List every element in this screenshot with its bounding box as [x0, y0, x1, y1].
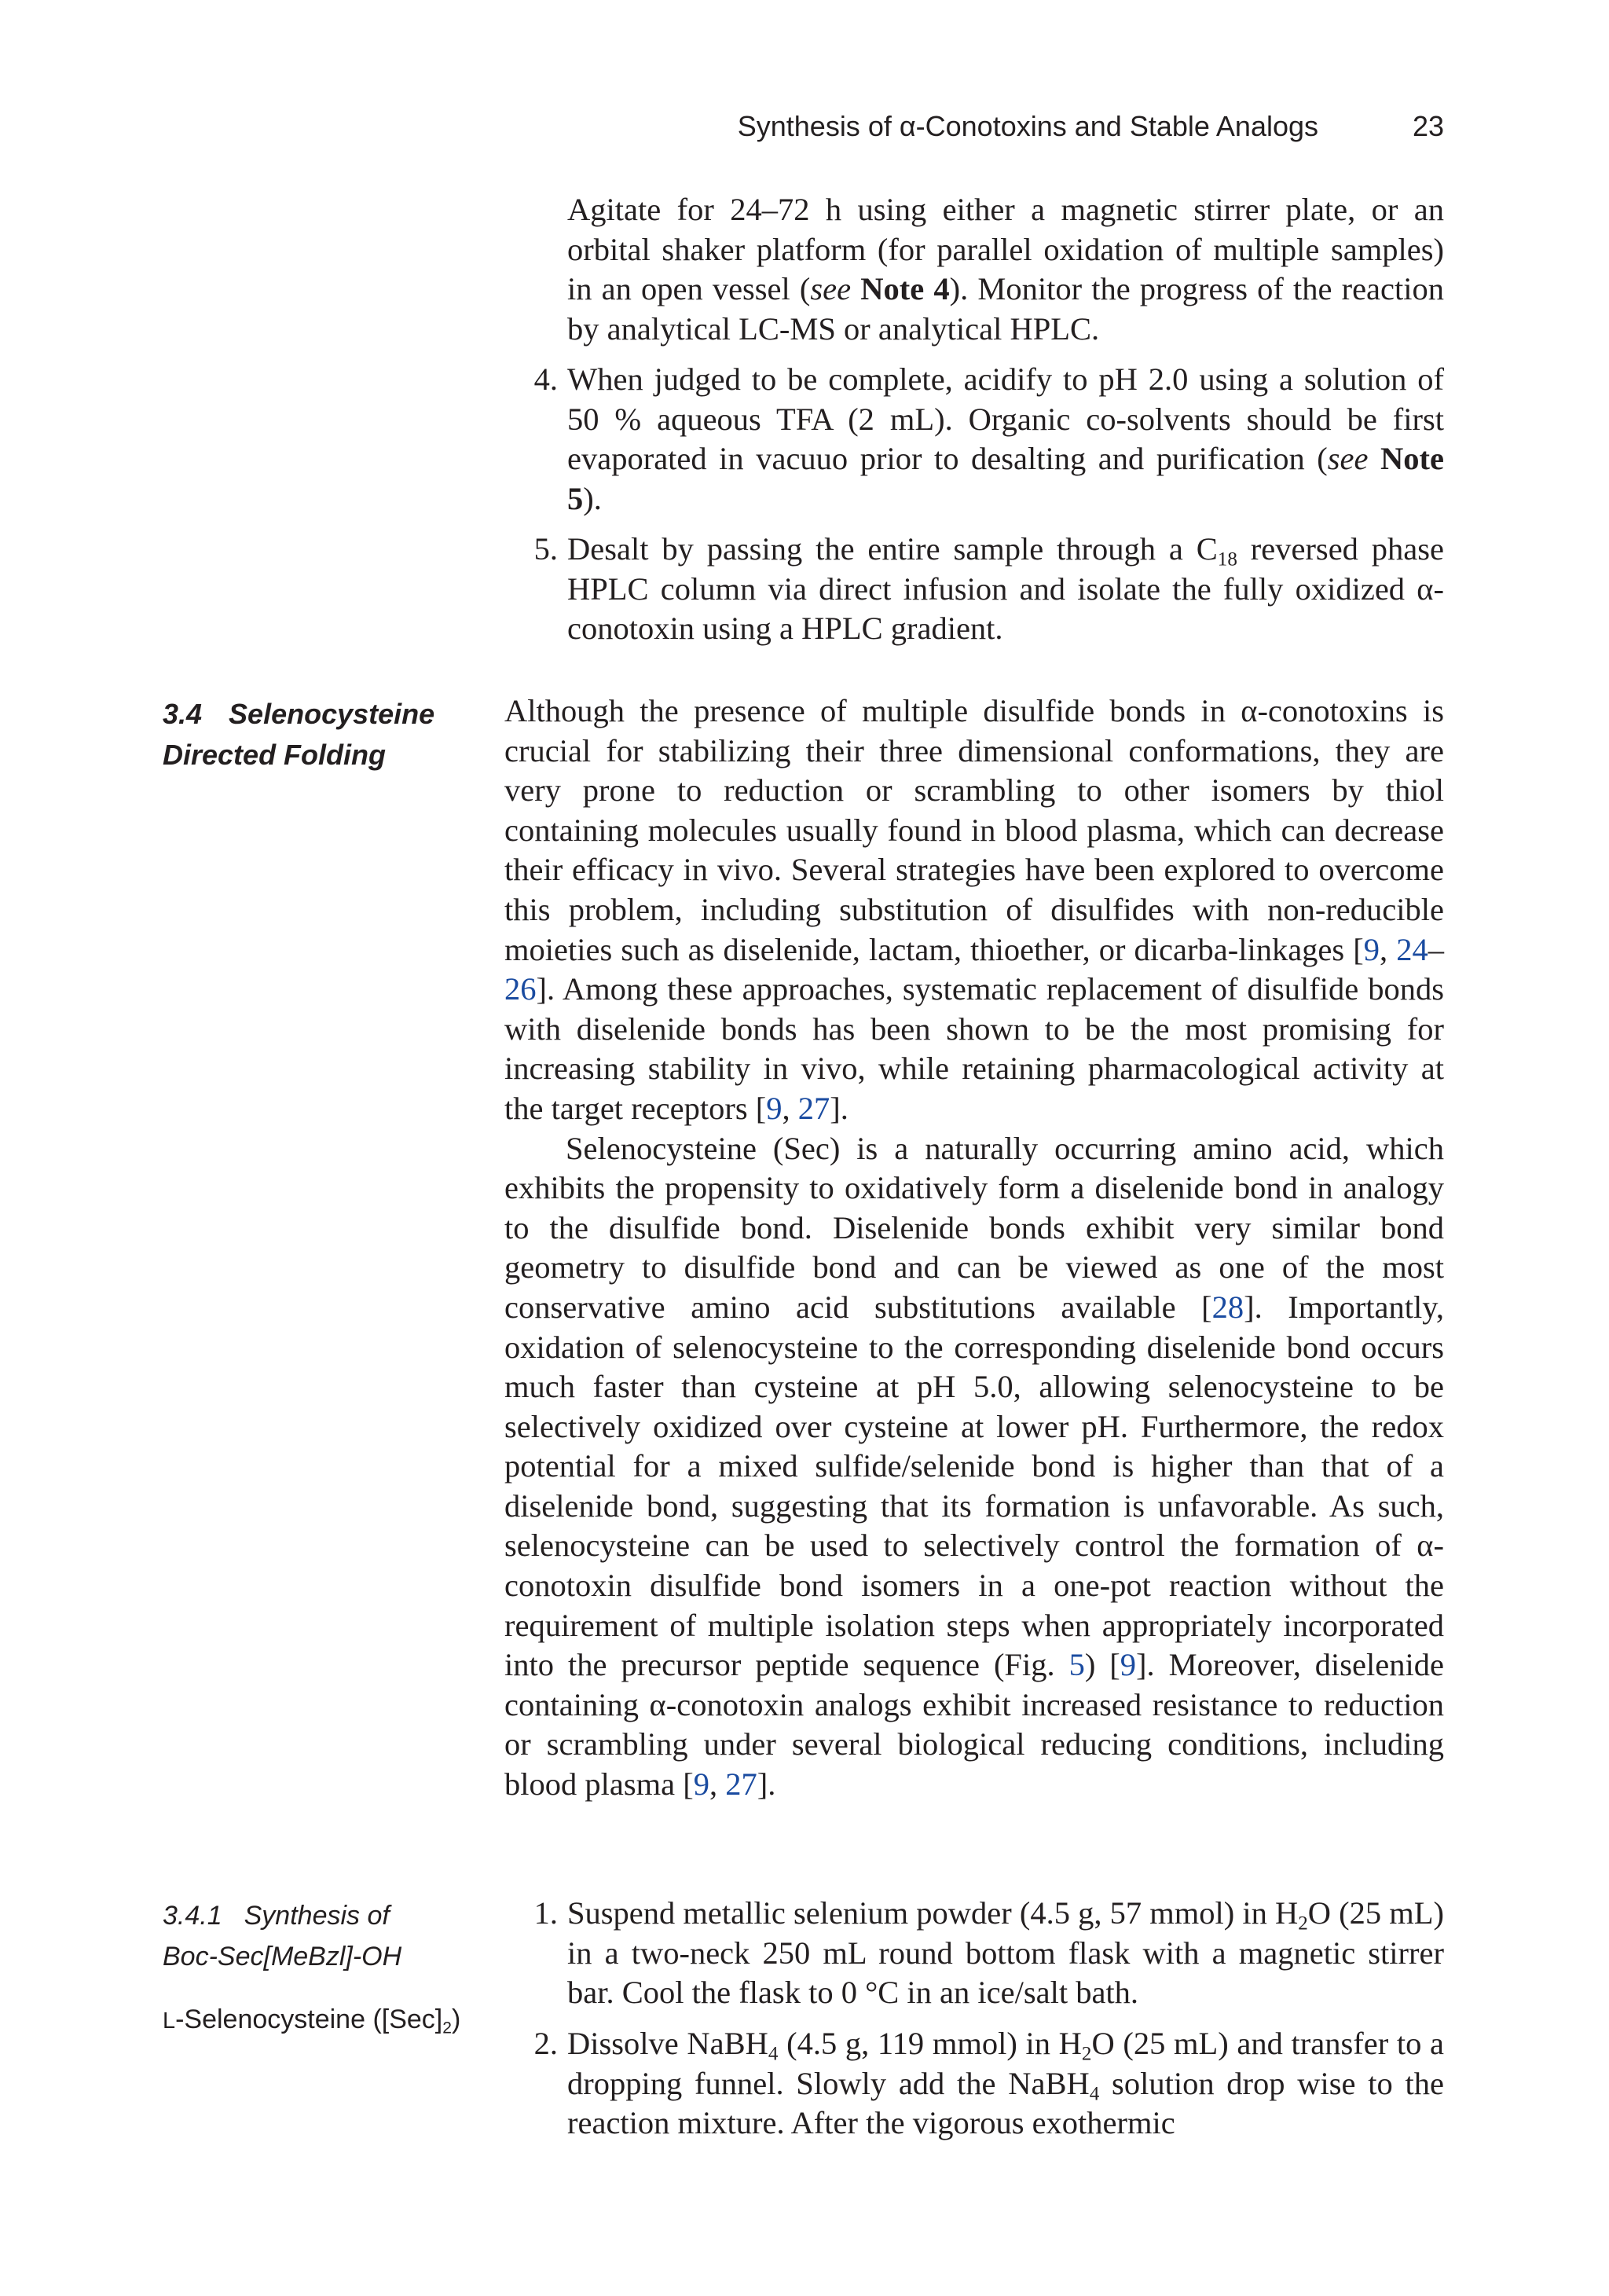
- list-item: [503, 1894, 1444, 2013]
- list-item: [503, 2024, 1444, 2144]
- running-title: Synthesis of α-Conotoxins and Stable Analogs: [737, 110, 1318, 142]
- figure-link[interactable]: 5: [1068, 1647, 1085, 1683]
- citation-link[interactable]: 9: [1363, 931, 1380, 967]
- step3-text: Agitate for 24–72 h using either a magnetic stirrer plate, or an orbital shaker platform (for parallel oxidation of multiple samples) in an open vessel (see Note 4). Monitor the progress of the reaction by analytical LC-MS or analytical HPLC.: [567, 192, 1445, 347]
- list-item-number: 1.: [533, 1895, 558, 1931]
- citation-link[interactable]: 9: [693, 1766, 709, 1803]
- section-heading-3-4-1: [163, 1895, 477, 2041]
- citation-link[interactable]: 24: [1396, 931, 1428, 967]
- citation-link[interactable]: 27: [797, 1090, 830, 1126]
- citation-link[interactable]: 27: [725, 1766, 757, 1803]
- list-item-text: Desalt by passing the entire sample through a $C_{18}$ reversed phase HPLC column via direct infusion and isolate the fully oxidized α-conotoxin using a HPLC gradient.: [567, 531, 1444, 647]
- subsection-title-line2: Boc-Sec[MeBzl]-OH: [163, 1942, 402, 1971]
- section-number: 3.4: [163, 698, 203, 730]
- list-item-number: 4.: [533, 361, 558, 397]
- list-item: [503, 360, 1444, 519]
- subsection-title: [163, 1895, 477, 1977]
- section-heading-3-4: [163, 694, 477, 776]
- citation-link[interactable]: 9: [766, 1090, 783, 1126]
- list-item-text: When judged to be complete, acidify to pH 2.0 using a solution of 50 % aqueous TFA (2 mL). Organic co-solvents should be first evaporated in vacuuo prior to desalting and purification (see Note 5).: [567, 361, 1444, 516]
- subsection-title-line1: Synthesis of: [244, 1901, 390, 1931]
- paragraph: Selenocysteine (Sec) is a naturally occurring amino acid, which exhibits the propensity to oxidatively form a diselenide bond in analogy to the disulfide bond. Diselenide bonds exhibit very similar bond geometry to disulfide bond and can be viewed as one of the most conservative amino acid substitutions available [28]. Importantly, oxidation of selenocysteine to the corresponding diselenide bond occurs much faster than cysteine at pH 5.0, allowing selenocysteine to be selectively oxidized over cysteine at lower pH. Furthermore, the redox potential for a mixed sulfide/selenide bond is higher than that of a diselenide bond, suggesting that its formation is unfavorable. As such, selenocysteine can be used to selectively control the formation of α-conotoxin disulfide bond isomers in a one-pot reaction without the requirement of multiple isolation steps when appropriately incorporated into the precursor peptide sequence (Fig. 5) [9]. Moreover, diselenide containing α-conotoxin analogs exhibit increased resistance to reduction or scrambling under several biological reducing conditions, including blood plasma [9, 27].: [504, 1130, 1444, 1803]
- list-item: [503, 530, 1444, 649]
- citation-link[interactable]: 26: [504, 971, 537, 1007]
- list-item-number: 2.: [533, 2026, 558, 2061]
- citation-link[interactable]: 28: [1211, 1289, 1244, 1325]
- page-number: 23: [1412, 110, 1444, 142]
- subsection-number: 3.4.1: [163, 1901, 222, 1931]
- list-item-text: Dissolve NaBH$_4$ (4.5 g, 119 mmol) in $H_2O$ (25 mL) and transfer to a dropping funnel. Slowly add the NaBH$_4$ solution drop wise to the reaction mixture. After the vigorous exothermic: [567, 2026, 1445, 2141]
- running-header: [0, 110, 1609, 149]
- section-title-line1: Selenocysteine: [229, 698, 435, 730]
- subsubsection-title: L-Selenocysteine $([Sec]_2)$: [163, 2004, 461, 2037]
- list-item-number: 5.: [533, 531, 558, 567]
- citation-link[interactable]: 9: [1120, 1647, 1137, 1683]
- paragraph: Although the presence of multiple disulfide bonds in α-conotoxins is crucial for stabilizing their three dimensional conformations, they are very prone to reduction or scrambling to other isomers by thiol containing molecules usually found in blood plasma, which can decrease their efficacy in vivo. Several strategies have been explored to overcome this problem, including substitution of disulfides with non-reducible moieties such as diselenide, lactam, thioether, or dicarba-linkages [9, 24–26]. Among these approaches, systematic replacement of disulfide bonds with diselenide bonds has been shown to be the most promising for increasing stability in vivo, while retaining pharmacological activity at the target receptors [9, 27].: [504, 693, 1445, 1126]
- section-3-4-body: [504, 691, 1444, 1805]
- section-title: [163, 694, 477, 776]
- list-item-text: Suspend metallic selenium powder (4.5 g, 57 mmol) in $H_2O$ (25 mL) in a two-neck 250 mL round bottom flask with a magnetic stirrer bar. Cool the flask to 0 °C in an ice/salt bath.: [567, 1895, 1445, 2011]
- step3-continuation: [567, 190, 1444, 349]
- section-title-line2: Directed Folding: [163, 739, 387, 771]
